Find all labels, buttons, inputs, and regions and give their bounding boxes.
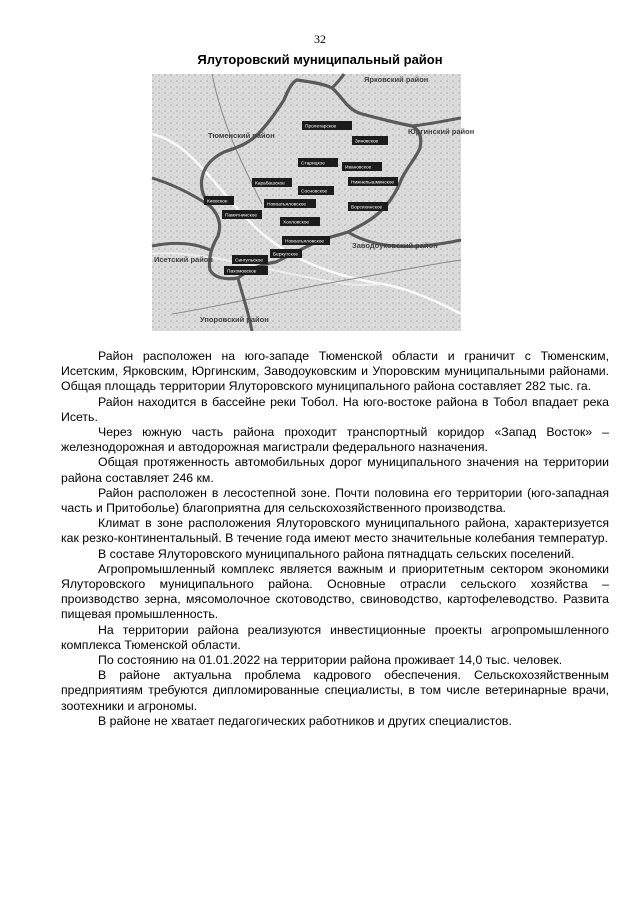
settlement-label: Карабашское <box>255 181 285 187</box>
paragraph: Общая протяженность автомобильных дорог муниципального значения на территории района составляет 246 км. <box>61 455 609 485</box>
paragraph: На территории района реализуются инвестиционные проекты агропромышленного комплекса Тюменской области. <box>61 622 609 652</box>
settlement-label: Памятнинское <box>225 213 258 219</box>
settlement-label: Хохловское <box>283 220 310 226</box>
settlement-label: Беркутское <box>273 252 299 258</box>
body-text <box>61 349 609 729</box>
settlement-label: Пахомовское <box>227 269 257 275</box>
settlement-label: Нижнепышминское <box>351 180 395 186</box>
settlement-label: Пролетарское <box>305 124 337 130</box>
paragraph: В районе не хватает педагогических работников и других специалистов. <box>98 713 512 728</box>
region-label: Заводоуковский район <box>352 241 438 250</box>
paragraph: Район расположен на юго-западе Тюменской области и граничит с Тюменским, Исетским, Ярковским, Юргинским, Заводоуковским и Упоровским муниципальными районами. Общая площадь территории Ялуторовского муниципального района составляет 282 тыс. га. <box>61 349 609 394</box>
settlement-label: Киевское <box>207 199 228 205</box>
paragraph: В районе актуальна проблема кадрового обеспечения. Сельскохозяйственным предприятиям требуются дипломированные специалисты, в том числе ветеринарные врачи, зоотехники и агрономы. <box>61 668 609 713</box>
district-map <box>152 74 475 331</box>
region-label: Исетский район <box>154 255 213 264</box>
settlement-label: Старицкое <box>301 161 325 167</box>
paragraph: Агропромышленный комплекс является важным и приоритетным сектором экономики Ялуторовского муниципального района. Основные отрасли сельского хозяйства – производство зерна, мясомолочное скотоводство, свиноводство, картофелеводство. Развита пищевая промышленность. <box>61 561 609 622</box>
settlement-label: Ивановское <box>345 165 372 171</box>
settlement-label: Зиновское <box>355 139 379 145</box>
page-number: 32 <box>314 32 326 46</box>
paragraph: По состоянию на 01.01.2022 на территории района проживает 14,0 тыс. человек. <box>98 653 563 668</box>
region-label: Упоровский район <box>200 315 269 324</box>
paragraph: В составе Ялуторовского муниципального района пятнадцать сельских поселений. <box>98 546 575 561</box>
settlement-label: Ворсихинское <box>351 205 383 211</box>
region-label: Ярковский район <box>364 75 429 84</box>
settlement-label: Сосновское <box>301 189 328 195</box>
page-title: Ялуторовский муниципальный район <box>197 52 443 67</box>
paragraph: Район находится в бассейне реки Тобол. На юго-востоке района в Тобол впадает река Исеть. <box>61 394 609 424</box>
paragraph: Климат в зоне расположения Ялуторовского муниципального района, характеризуется как резко-континентальный. В течение года имеют место значительные колебания температур. <box>61 516 609 546</box>
settlement-label: Новоатьяловское <box>267 202 307 208</box>
settlement-label: Новоатьяловское <box>285 239 325 245</box>
region-label: Тюменский район <box>208 131 275 140</box>
region-label: Юргинский район <box>408 127 475 136</box>
settlement-label: Сингульское <box>235 258 264 264</box>
paragraph: Район расположен в лесостепной зоне. Почти половина его территории (юго-западная часть и Притоболье) благоприятна для сельскохозяйственного производства. <box>61 485 609 516</box>
paragraph: Через южную часть района проходит транспортный коридор «Запад Восток» – железнодорожная и автодорожная магистрали федерального назначения. <box>61 425 609 455</box>
